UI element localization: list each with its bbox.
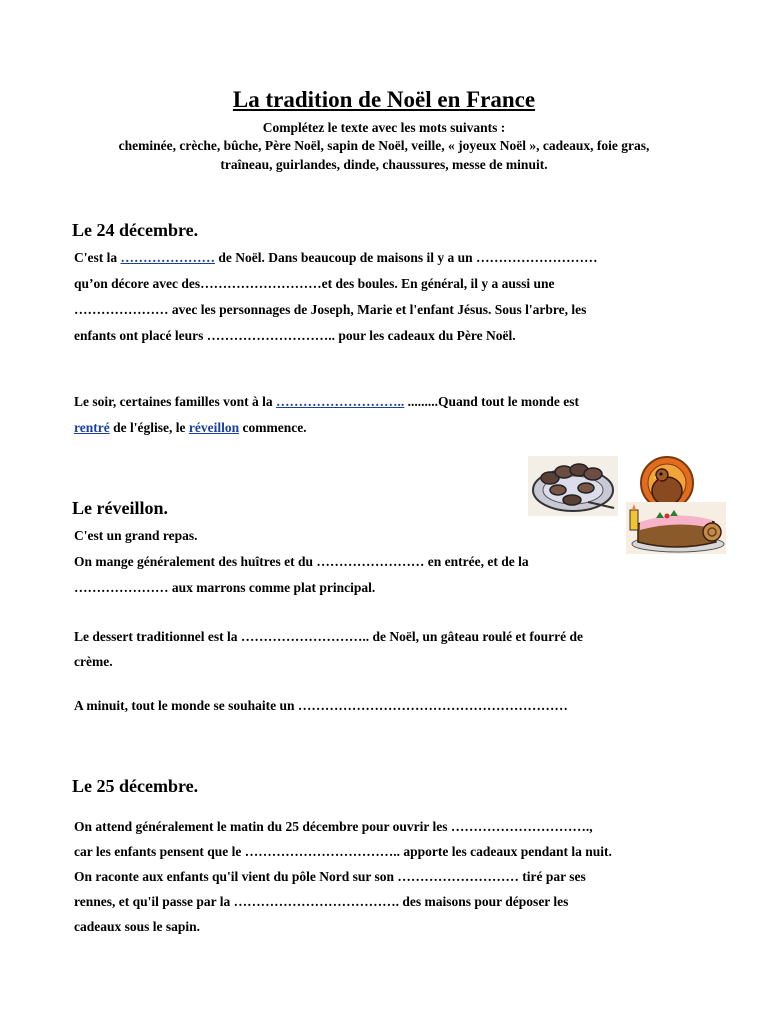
- paragraph-line: On attend généralement le matin du 25 décembre pour ouvrir les ………………………….,: [74, 819, 593, 834]
- paragraph-line: enfants ont placé leurs ……………………….. pour les cadeaux du Père Noël.: [74, 328, 516, 343]
- text: commence.: [239, 420, 307, 435]
- paragraph-line: crème.: [74, 654, 113, 669]
- paragraph-line: Le dessert traditionnel est la ……………………….. de Noël, un gâteau roulé et fourré de: [74, 629, 583, 644]
- section-heading-reveillon: Le réveillon.: [72, 498, 168, 518]
- paragraph-line: [74, 249, 598, 267]
- paragraph-line: car les enfants pensent que le …………………………….. apporte les cadeaux pendant la nuit.: [74, 844, 612, 859]
- reveillon-link[interactable]: réveillon: [188, 420, 240, 435]
- paragraph-line: cadeaux sous le sapin.: [74, 919, 201, 934]
- blank-link[interactable]: ………………………..: [275, 394, 405, 409]
- instruction-line-1: Complétez le texte avec les mots suivants :: [262, 120, 506, 135]
- paragraph-line: On raconte aux enfants qu'il vient du pôle Nord sur son ……………………… tiré par ses: [74, 869, 586, 884]
- paragraph-line: ………………… avec les personnages de Joseph, Marie et l'enfant Jésus. Sous l'arbre, les: [74, 302, 587, 317]
- text: de Noël. Dans beaucoup de maisons il y a un ………………………: [215, 250, 598, 265]
- word-list-line-1: cheminée, crèche, bûche, Père Noël, sapin de Noël, veille, « joyeux Noël », cadeaux, foie gras,: [118, 138, 650, 153]
- text: Le soir, certaines familles vont à la: [74, 394, 276, 409]
- buche-cake-clipart: [626, 502, 726, 554]
- blank-link[interactable]: …………………: [120, 250, 215, 265]
- paragraph-line: ………………… aux marrons comme plat principal.: [74, 580, 376, 595]
- page-title: La tradition de Noël en France: [232, 87, 536, 112]
- paragraph-line: [74, 393, 579, 411]
- paragraph-line: rennes, et qu'il passe par la ………………………………. des maisons pour déposer les: [74, 894, 569, 909]
- text: C'est la: [74, 250, 121, 265]
- paragraph-line: [74, 419, 307, 437]
- paragraph-line: On mange généralement des huîtres et du …………………… en entrée, et de la: [74, 554, 529, 569]
- text: de l'église, le: [109, 420, 189, 435]
- paragraph-line: A minuit, tout le monde se souhaite un ……………………………………………………: [74, 698, 568, 713]
- paragraph-line: qu’on décore avec des………………………et des boules. En général, il y a aussi une: [74, 276, 555, 291]
- word-list-line-2: traîneau, guirlandes, dinde, chaussures, messe de minuit.: [220, 157, 548, 172]
- oysters-plate-clipart: [528, 456, 618, 516]
- section-heading-24-december: Le 24 décembre.: [72, 220, 199, 240]
- rentre-link[interactable]: rentré: [74, 420, 110, 435]
- text: .........Quand tout le monde est: [404, 394, 579, 409]
- section-heading-25-december: Le 25 décembre.: [72, 776, 199, 796]
- paragraph-line: C'est un grand repas.: [74, 528, 198, 543]
